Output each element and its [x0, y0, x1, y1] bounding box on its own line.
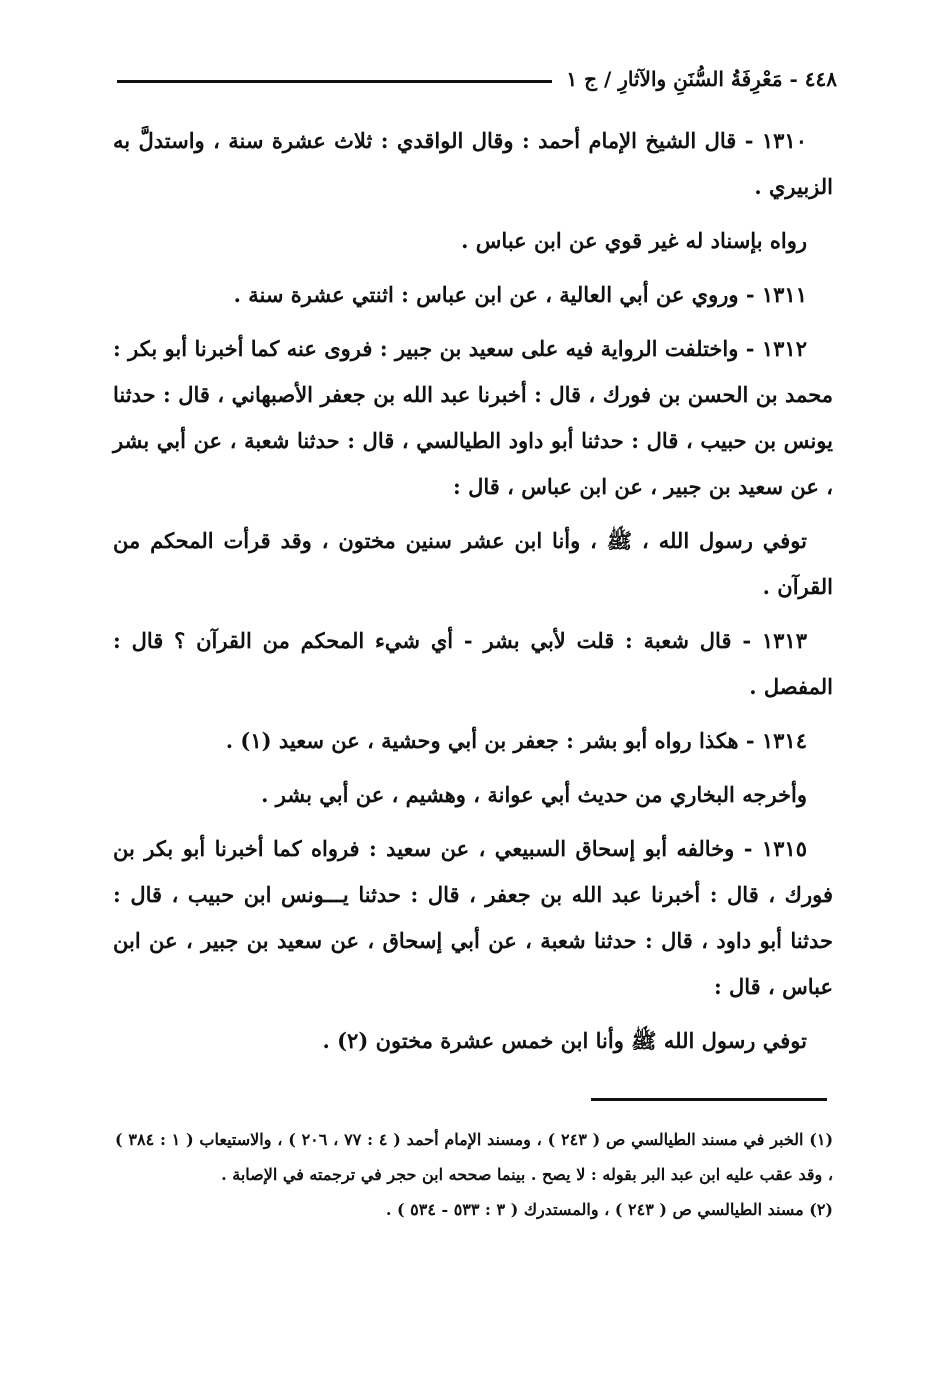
footnote-2: (٢) مسند الطيالسي ص ( ٢٤٣ ) ، والمستدرك ( ٣ : ٥٣٣ - ٥٣٤ ) .	[385, 1200, 833, 1219]
paragraph-1315: ١٣١٥ - وخالفه أبو إسحاق السبيعي ، عن سعيد : فرواه كما أخبرنا أبو بكر بن فورك ، قال : أخبرنا عبد الله بن جعفر ، قال : حدثنا يـــونس ابن حبيب ، قال : حدثنا أبو داود ، قال : حدثنا شعبة ، عن أبي إسحاق ، عن سعيد بن جبير ، عن ابن عباس ، قال :	[113, 836, 833, 999]
main-text	[113, 118, 833, 1072]
footnote-separator	[591, 1098, 827, 1101]
paragraph-hadith-2: توفي رسول الله ﷺ وأنا ابن خمس عشرة مختون (٢) .	[322, 1028, 807, 1053]
paragraph-1314: ١٣١٤ - هكذا رواه أبو بشر : جعفر بن أبي وحشية ، عن سعيد (١) .	[225, 728, 807, 753]
footnote-1: (١) الخبر في مسند الطيالسي ص ( ٢٤٣ ) ، ومسند الإمام أحمد ( ٤ : ٧٧ ، ٢٠٦ ) ، والاستيعاب ( ١ : ٣٨٤ ) ، وقد عقب عليه ابن عبد البر بقوله : لا يصح . بينما صححه ابن حجر في ترجمته في الإصابة .	[115, 1130, 834, 1184]
running-header	[117, 62, 837, 96]
paragraph-bukhari-note: وأخرجه البخاري من حديث أبي عوانة ، وهشيم ، عن أبي بشر .	[261, 782, 807, 807]
paragraph-1313: ١٣١٣ - قال شعبة : قلت لأبي بشر - أي شيء المحكم من القرآن ؟ قال : المفصل .	[113, 628, 833, 699]
paragraph-hadith-1: توفي رسول الله ، ﷺ ، وأنا ابن عشر سنين مختون ، وقد قرأت المحكم من القرآن .	[113, 528, 833, 599]
paragraph-narration-note: رواه بإسناد له غير قوي عن ابن عباس .	[461, 228, 807, 253]
header-rule	[117, 80, 552, 83]
header-title: ٤٤٨ - مَعْرِفَةُ السُّنَنِ والآثارِ / ج ١	[566, 67, 837, 91]
paragraph-1311: ١٣١١ - وروي عن أبي العالية ، عن ابن عباس : اثنتي عشرة سنة .	[233, 282, 807, 307]
paragraph-1310: ١٣١٠ - قال الشيخ الإمام أحمد : وقال الواقدي : ثلاث عشرة سنة ، واستدلَّ به الزبيري .	[113, 128, 833, 199]
footnotes	[115, 1122, 833, 1227]
paragraph-1312: ١٣١٢ - واختلفت الرواية فيه على سعيد بن جبير : فروى عنه كما أخبرنا أبو بكر : محمد بن الحسن بن فورك ، قال : أخبرنا عبد الله بن جعفر الأصبهاني ، قال : حدثنا يونس بن حبيب ، قال : حدثنا أبو داود الطيالسي ، قال : حدثنا شعبة ، عن أبي بشر ، عن سعيد بن جبير ، عن ابن عباس ، قال :	[113, 336, 833, 499]
